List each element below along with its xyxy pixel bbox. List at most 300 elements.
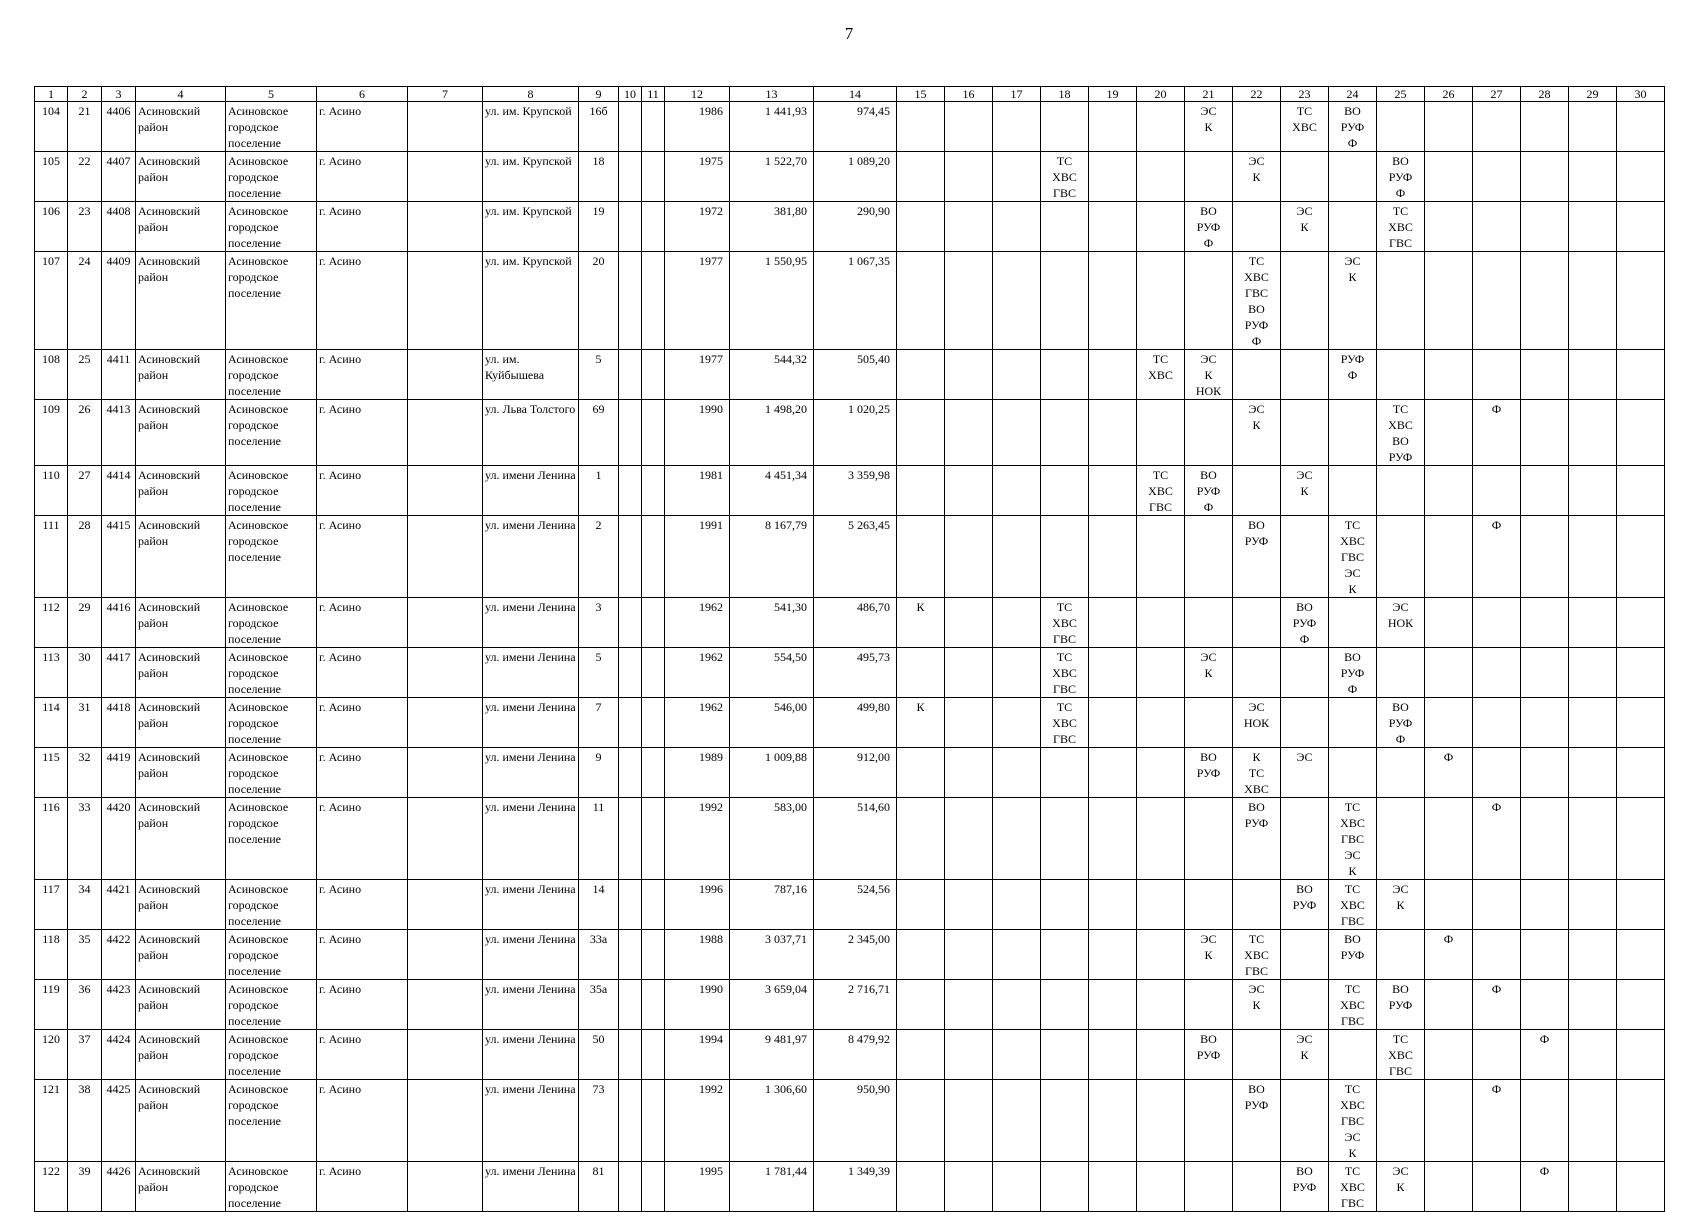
table-cell-col-22	[1233, 350, 1281, 400]
table-cell-col-26	[1425, 400, 1473, 466]
column-header-13: 13	[730, 87, 814, 102]
table-cell-col-22: ЭС К	[1233, 980, 1281, 1030]
table-cell-col-7	[408, 698, 483, 748]
table-cell-col-5: Асиновское городское поселение	[226, 466, 317, 516]
table-cell-col-13: 3 037,71	[730, 930, 814, 980]
table-cell-col-25	[1377, 102, 1425, 152]
table-cell-col-20	[1137, 930, 1185, 980]
column-header-27: 27	[1473, 87, 1521, 102]
table-cell-col-5: Асиновское городское поселение	[226, 1030, 317, 1080]
table-cell-col-13: 554,50	[730, 648, 814, 698]
table-cell-col-3: 4413	[102, 400, 136, 466]
table-cell-col-28	[1521, 880, 1569, 930]
table-cell-col-16	[945, 202, 993, 252]
table-cell-col-20	[1137, 1080, 1185, 1162]
table-cell-col-6: г. Асино	[317, 202, 408, 252]
table-cell-col-19	[1089, 880, 1137, 930]
table-cell-col-9: 1	[579, 466, 619, 516]
table-cell-col-29	[1569, 980, 1617, 1030]
column-header-16: 16	[945, 87, 993, 102]
table-cell-col-22	[1233, 648, 1281, 698]
table-cell-col-4: Асиновский район	[136, 798, 226, 880]
table-cell-col-4: Асиновский район	[136, 1030, 226, 1080]
column-header-26: 26	[1425, 87, 1473, 102]
column-header-1: 1	[35, 87, 68, 102]
table-cell-col-14: 2 716,71	[814, 980, 897, 1030]
table-cell-col-18	[1041, 1030, 1089, 1080]
table-cell-col-25: ТС ХВС ГВС	[1377, 1030, 1425, 1080]
column-header-19: 19	[1089, 87, 1137, 102]
table-cell-col-27	[1473, 748, 1521, 798]
table-cell-col-28	[1521, 466, 1569, 516]
table-cell-col-6: г. Асино	[317, 930, 408, 980]
table-cell-col-6: г. Асино	[317, 598, 408, 648]
table-cell-col-4: Асиновский район	[136, 252, 226, 350]
table-cell-col-11	[642, 350, 665, 400]
table-cell-col-20	[1137, 400, 1185, 466]
table-cell-col-29	[1569, 466, 1617, 516]
table-cell-col-29	[1569, 202, 1617, 252]
table-cell-col-24: ТС ХВС ГВС ЭС К	[1329, 516, 1377, 598]
column-header-14: 14	[814, 87, 897, 102]
table-cell-col-10	[619, 516, 642, 598]
column-header-28: 28	[1521, 87, 1569, 102]
table-cell-col-23: ВО РУФ	[1281, 880, 1329, 930]
table-cell-col-24	[1329, 202, 1377, 252]
table-cell-col-12: 1989	[665, 748, 730, 798]
table-cell-col-6: г. Асино	[317, 1162, 408, 1212]
table-row	[35, 1080, 1665, 1162]
table-cell-col-21	[1185, 1162, 1233, 1212]
table-cell-col-19	[1089, 466, 1137, 516]
table-cell-col-12: 1991	[665, 516, 730, 598]
table-cell-col-16	[945, 930, 993, 980]
table-cell-col-12: 1975	[665, 152, 730, 202]
table-cell-col-17	[993, 698, 1041, 748]
table-cell-col-23: ЭС К	[1281, 202, 1329, 252]
table-cell-col-11	[642, 202, 665, 252]
table-cell-col-9: 18	[579, 152, 619, 202]
table-cell-col-5: Асиновское городское поселение	[226, 1162, 317, 1212]
table-cell-col-24: ВО РУФ Ф	[1329, 102, 1377, 152]
table-cell-col-4: Асиновский район	[136, 930, 226, 980]
table-cell-col-27	[1473, 202, 1521, 252]
table-cell-col-19	[1089, 152, 1137, 202]
table-cell-col-12: 1977	[665, 350, 730, 400]
table-cell-col-24	[1329, 1030, 1377, 1080]
table-cell-col-21: ЭС К	[1185, 102, 1233, 152]
table-cell-col-15	[897, 930, 945, 980]
table-cell-col-16	[945, 1080, 993, 1162]
table-cell-col-15	[897, 350, 945, 400]
table-cell-col-1: 121	[35, 1080, 68, 1162]
table-cell-col-13: 3 659,04	[730, 980, 814, 1030]
table-cell-col-15	[897, 880, 945, 930]
table-cell-col-14: 912,00	[814, 748, 897, 798]
table-cell-col-30	[1617, 1162, 1665, 1212]
table-cell-col-24: ВО РУФ	[1329, 930, 1377, 980]
column-header-10: 10	[619, 87, 642, 102]
table-cell-col-23: ЭС К	[1281, 1030, 1329, 1080]
table-cell-col-12: 1962	[665, 598, 730, 648]
table-cell-col-9: 16б	[579, 102, 619, 152]
table-cell-col-10	[619, 400, 642, 466]
table-cell-col-13: 1 781,44	[730, 1162, 814, 1212]
table-cell-col-12: 1972	[665, 202, 730, 252]
table-cell-col-10	[619, 252, 642, 350]
table-cell-col-2: 23	[68, 202, 102, 252]
table-cell-col-9: 11	[579, 798, 619, 880]
table-cell-col-10	[619, 698, 642, 748]
table-cell-col-8: ул. имени Ленина	[483, 1030, 579, 1080]
column-header-25: 25	[1377, 87, 1425, 102]
table-cell-col-17	[993, 516, 1041, 598]
table-cell-col-8: ул. имени Ленина	[483, 466, 579, 516]
table-cell-col-30	[1617, 698, 1665, 748]
table-cell-col-9: 81	[579, 1162, 619, 1212]
table-cell-col-7	[408, 350, 483, 400]
table-cell-col-30	[1617, 880, 1665, 930]
table-cell-col-23	[1281, 516, 1329, 598]
table-cell-col-22	[1233, 466, 1281, 516]
table-cell-col-21	[1185, 400, 1233, 466]
table-cell-col-18: ТС ХВС ГВС	[1041, 598, 1089, 648]
table-row	[35, 748, 1665, 798]
table-cell-col-18	[1041, 400, 1089, 466]
table-cell-col-8: ул. Льва Толстого	[483, 400, 579, 466]
table-cell-col-16	[945, 102, 993, 152]
table-cell-col-6: г. Асино	[317, 102, 408, 152]
table-row	[35, 400, 1665, 466]
table-cell-col-22: ТС ХВС ГВС	[1233, 930, 1281, 980]
table-cell-col-25: ЭС К	[1377, 1162, 1425, 1212]
table-cell-col-1: 113	[35, 648, 68, 698]
table-header	[35, 87, 1665, 102]
table-cell-col-10	[619, 798, 642, 880]
table-cell-col-29	[1569, 350, 1617, 400]
table-cell-col-18	[1041, 930, 1089, 980]
table-cell-col-16	[945, 1030, 993, 1080]
table-cell-col-30	[1617, 202, 1665, 252]
table-cell-col-27: Ф	[1473, 980, 1521, 1030]
table-cell-col-17	[993, 400, 1041, 466]
table-cell-col-6: г. Асино	[317, 980, 408, 1030]
table-cell-col-3: 4425	[102, 1080, 136, 1162]
table-cell-col-27	[1473, 648, 1521, 698]
table-cell-col-27	[1473, 152, 1521, 202]
table-cell-col-7	[408, 598, 483, 648]
table-cell-col-22: ЭС К	[1233, 400, 1281, 466]
table-cell-col-3: 4408	[102, 202, 136, 252]
table-cell-col-11	[642, 400, 665, 466]
table-cell-col-2: 37	[68, 1030, 102, 1080]
table-cell-col-2: 28	[68, 516, 102, 598]
table-cell-col-28	[1521, 152, 1569, 202]
table-cell-col-17	[993, 748, 1041, 798]
table-cell-col-7	[408, 1030, 483, 1080]
table-cell-col-23: ВО РУФ	[1281, 1162, 1329, 1212]
table-cell-col-24: ТС ХВС ГВС	[1329, 980, 1377, 1030]
table-cell-col-1: 105	[35, 152, 68, 202]
table-cell-col-9: 14	[579, 880, 619, 930]
table-cell-col-9: 3	[579, 598, 619, 648]
table-cell-col-7	[408, 1080, 483, 1162]
table-cell-col-29	[1569, 648, 1617, 698]
table-cell-col-23	[1281, 980, 1329, 1030]
table-cell-col-24	[1329, 748, 1377, 798]
table-cell-col-3: 4411	[102, 350, 136, 400]
table-cell-col-6: г. Асино	[317, 152, 408, 202]
table-cell-col-13: 381,80	[730, 202, 814, 252]
table-cell-col-10	[619, 466, 642, 516]
table-cell-col-19	[1089, 350, 1137, 400]
table-cell-col-12: 1995	[665, 1162, 730, 1212]
header-row	[35, 87, 1665, 102]
table-cell-col-28	[1521, 102, 1569, 152]
table-cell-col-28	[1521, 798, 1569, 880]
table-cell-col-19	[1089, 252, 1137, 350]
table-cell-col-10	[619, 152, 642, 202]
table-cell-col-30	[1617, 152, 1665, 202]
table-cell-col-6: г. Асино	[317, 400, 408, 466]
table-cell-col-17	[993, 648, 1041, 698]
table-cell-col-27	[1473, 698, 1521, 748]
table-cell-col-7	[408, 980, 483, 1030]
table-cell-col-3: 4422	[102, 930, 136, 980]
table-cell-col-10	[619, 748, 642, 798]
table-cell-col-2: 36	[68, 980, 102, 1030]
table-cell-col-21	[1185, 980, 1233, 1030]
table-cell-col-30	[1617, 400, 1665, 466]
table-row	[35, 1162, 1665, 1212]
table-cell-col-6: г. Асино	[317, 748, 408, 798]
table-cell-col-19	[1089, 930, 1137, 980]
table-cell-col-7	[408, 748, 483, 798]
table-cell-col-8: ул. им. Крупской	[483, 152, 579, 202]
table-cell-col-16	[945, 1162, 993, 1212]
table-cell-col-25	[1377, 1080, 1425, 1162]
table-cell-col-1: 109	[35, 400, 68, 466]
table-cell-col-29	[1569, 798, 1617, 880]
table-cell-col-1: 104	[35, 102, 68, 152]
column-header-23: 23	[1281, 87, 1329, 102]
table-cell-col-22: ЭС НОК	[1233, 698, 1281, 748]
table-cell-col-11	[642, 1030, 665, 1080]
table-cell-col-28	[1521, 202, 1569, 252]
table-cell-col-13: 1 306,60	[730, 1080, 814, 1162]
column-header-6: 6	[317, 87, 408, 102]
table-cell-col-8: ул. им. Куйбышева	[483, 350, 579, 400]
table-cell-col-24: ТС ХВС ГВС ЭС К	[1329, 798, 1377, 880]
table-cell-col-14: 495,73	[814, 648, 897, 698]
table-cell-col-5: Асиновское городское поселение	[226, 598, 317, 648]
table-cell-col-30	[1617, 252, 1665, 350]
table-cell-col-28: Ф	[1521, 1030, 1569, 1080]
table-cell-col-14: 1 020,25	[814, 400, 897, 466]
table-cell-col-28	[1521, 648, 1569, 698]
table-cell-col-18: ТС ХВС ГВС	[1041, 698, 1089, 748]
table-cell-col-16	[945, 980, 993, 1030]
table-cell-col-11	[642, 880, 665, 930]
column-header-5: 5	[226, 87, 317, 102]
table-cell-col-12: 1992	[665, 1080, 730, 1162]
table-cell-col-16	[945, 516, 993, 598]
table-cell-col-4: Асиновский район	[136, 880, 226, 930]
table-cell-col-5: Асиновское городское поселение	[226, 400, 317, 466]
table-cell-col-14: 3 359,98	[814, 466, 897, 516]
table-cell-col-20: ТС ХВС	[1137, 350, 1185, 400]
table-cell-col-19	[1089, 980, 1137, 1030]
table-cell-col-27	[1473, 880, 1521, 930]
table-cell-col-2: 30	[68, 648, 102, 698]
table-cell-col-29	[1569, 748, 1617, 798]
table-cell-col-14: 1 067,35	[814, 252, 897, 350]
table-cell-col-26	[1425, 798, 1473, 880]
table-cell-col-16	[945, 252, 993, 350]
table-cell-col-11	[642, 252, 665, 350]
table-cell-col-2: 24	[68, 252, 102, 350]
table-cell-col-3: 4418	[102, 698, 136, 748]
table-cell-col-14: 8 479,92	[814, 1030, 897, 1080]
table-cell-col-10	[619, 1162, 642, 1212]
table-cell-col-22: ВО РУФ	[1233, 798, 1281, 880]
table-cell-col-4: Асиновский район	[136, 516, 226, 598]
table-cell-col-29	[1569, 252, 1617, 350]
table-cell-col-4: Асиновский район	[136, 698, 226, 748]
table-cell-col-2: 35	[68, 930, 102, 980]
table-cell-col-26	[1425, 1080, 1473, 1162]
table-cell-col-25: ТС ХВС ГВС	[1377, 202, 1425, 252]
table-cell-col-26	[1425, 698, 1473, 748]
table-cell-col-21	[1185, 598, 1233, 648]
table-cell-col-26	[1425, 980, 1473, 1030]
table-cell-col-9: 5	[579, 648, 619, 698]
table-row	[35, 598, 1665, 648]
table-cell-col-22: ЭС К	[1233, 152, 1281, 202]
table-cell-col-1: 116	[35, 798, 68, 880]
table-cell-col-12: 1986	[665, 102, 730, 152]
table-cell-col-4: Асиновский район	[136, 350, 226, 400]
table-cell-col-30	[1617, 516, 1665, 598]
table-cell-col-21: ВО РУФ	[1185, 1030, 1233, 1080]
table-cell-col-5: Асиновское городское поселение	[226, 102, 317, 152]
table-cell-col-5: Асиновское городское поселение	[226, 350, 317, 400]
table-cell-col-4: Асиновский район	[136, 466, 226, 516]
table-cell-col-22	[1233, 598, 1281, 648]
table-cell-col-2: 31	[68, 698, 102, 748]
table-cell-col-20: ТС ХВС ГВС	[1137, 466, 1185, 516]
table-cell-col-8: ул. им. Крупской	[483, 202, 579, 252]
table-cell-col-8: ул. имени Ленина	[483, 598, 579, 648]
table-cell-col-4: Асиновский район	[136, 400, 226, 466]
column-header-4: 4	[136, 87, 226, 102]
table-cell-col-4: Асиновский район	[136, 748, 226, 798]
table-cell-col-23: ЭС К	[1281, 466, 1329, 516]
table-cell-col-18	[1041, 880, 1089, 930]
table-cell-col-26	[1425, 102, 1473, 152]
table-row	[35, 930, 1665, 980]
table-cell-col-11	[642, 698, 665, 748]
table-cell-col-12: 1994	[665, 1030, 730, 1080]
table-cell-col-4: Асиновский район	[136, 980, 226, 1030]
table-cell-col-9: 35а	[579, 980, 619, 1030]
table-row	[35, 252, 1665, 350]
table-cell-col-9: 7	[579, 698, 619, 748]
table-cell-col-5: Асиновское городское поселение	[226, 516, 317, 598]
table-cell-col-2: 29	[68, 598, 102, 648]
table-cell-col-30	[1617, 648, 1665, 698]
table-cell-col-15	[897, 980, 945, 1030]
table-cell-col-3: 4409	[102, 252, 136, 350]
table-row	[35, 798, 1665, 880]
table-cell-col-3: 4424	[102, 1030, 136, 1080]
table-cell-col-7	[408, 152, 483, 202]
table-cell-col-2: 32	[68, 748, 102, 798]
table-cell-col-19	[1089, 1162, 1137, 1212]
table-cell-col-1: 122	[35, 1162, 68, 1212]
table-cell-col-21	[1185, 252, 1233, 350]
column-header-20: 20	[1137, 87, 1185, 102]
table-cell-col-10	[619, 930, 642, 980]
table-cell-col-16	[945, 748, 993, 798]
table-cell-col-7	[408, 466, 483, 516]
table-cell-col-28	[1521, 516, 1569, 598]
table-cell-col-27: Ф	[1473, 400, 1521, 466]
table-cell-col-23	[1281, 648, 1329, 698]
table-cell-col-11	[642, 102, 665, 152]
table-cell-col-30	[1617, 598, 1665, 648]
table-cell-col-18	[1041, 350, 1089, 400]
table-cell-col-3: 4415	[102, 516, 136, 598]
table-cell-col-28: Ф	[1521, 1162, 1569, 1212]
table-cell-col-2: 34	[68, 880, 102, 930]
table-cell-col-4: Асиновский район	[136, 1162, 226, 1212]
table-cell-col-24: ТС ХВС ГВС ЭС К	[1329, 1080, 1377, 1162]
table-cell-col-4: Асиновский район	[136, 648, 226, 698]
table-cell-col-27	[1473, 598, 1521, 648]
table-cell-col-14: 974,45	[814, 102, 897, 152]
table-cell-col-8: ул. имени Ленина	[483, 516, 579, 598]
table-cell-col-16	[945, 880, 993, 930]
table-cell-col-18: ТС ХВС ГВС	[1041, 152, 1089, 202]
table-cell-col-23	[1281, 798, 1329, 880]
table-cell-col-3: 4419	[102, 748, 136, 798]
table-cell-col-1: 114	[35, 698, 68, 748]
table-cell-col-15	[897, 1030, 945, 1080]
table-cell-col-22: ВО РУФ	[1233, 1080, 1281, 1162]
table-cell-col-22: ВО РУФ	[1233, 516, 1281, 598]
table-cell-col-3: 4416	[102, 598, 136, 648]
table-cell-col-6: г. Асино	[317, 516, 408, 598]
table-cell-col-13: 8 167,79	[730, 516, 814, 598]
table-cell-col-14: 950,90	[814, 1080, 897, 1162]
table-cell-col-26	[1425, 202, 1473, 252]
table-cell-col-20	[1137, 202, 1185, 252]
table-cell-col-11	[642, 748, 665, 798]
column-header-7: 7	[408, 87, 483, 102]
table-cell-col-3: 4420	[102, 798, 136, 880]
table-cell-col-13: 546,00	[730, 698, 814, 748]
table-cell-col-27	[1473, 1162, 1521, 1212]
table-cell-col-7	[408, 1162, 483, 1212]
table-cell-col-9: 20	[579, 252, 619, 350]
table-cell-col-26	[1425, 466, 1473, 516]
table-cell-col-25: ТС ХВС ВО РУФ	[1377, 400, 1425, 466]
table-cell-col-6: г. Асино	[317, 880, 408, 930]
table-cell-col-11	[642, 930, 665, 980]
table-cell-col-18	[1041, 252, 1089, 350]
table-cell-col-11	[642, 1080, 665, 1162]
